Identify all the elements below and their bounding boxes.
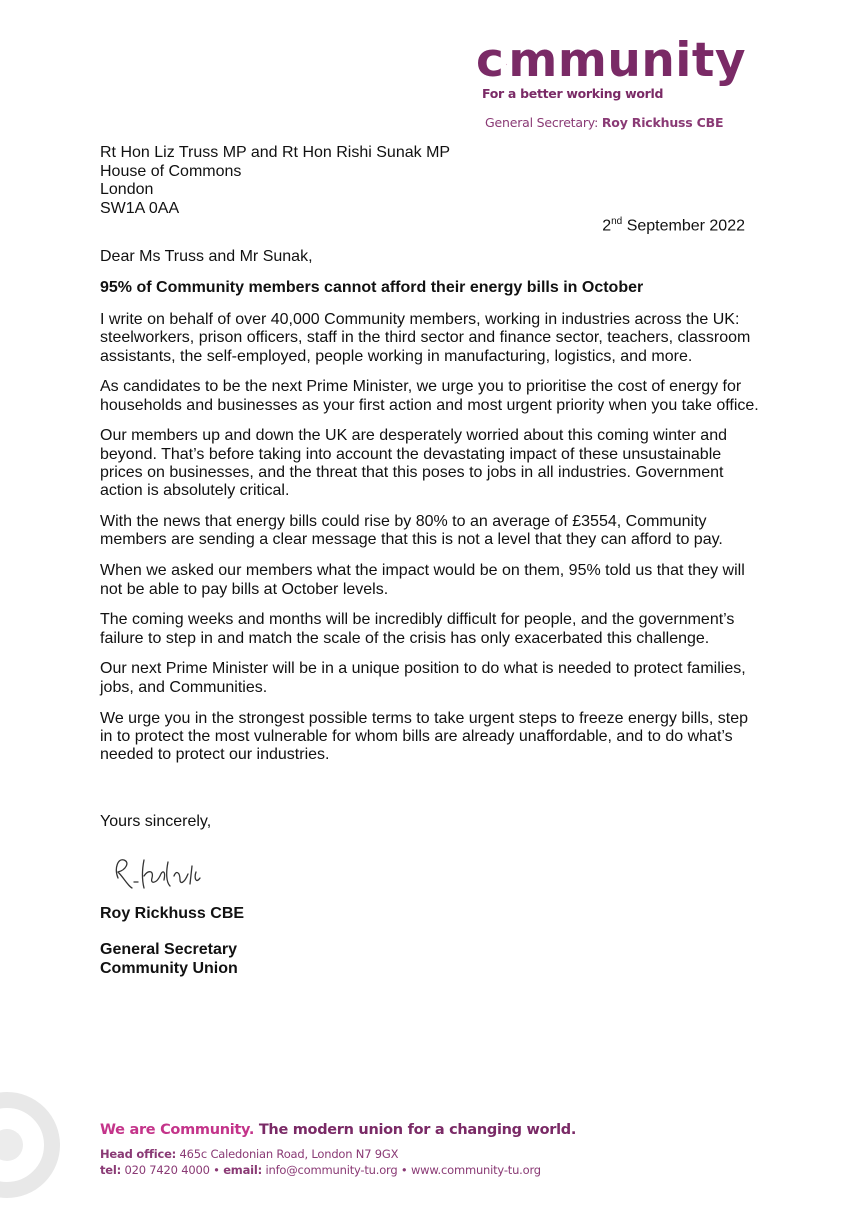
logo-text-start: c [476,36,504,86]
watermark-logo-icon [0,1080,62,1210]
date-rest: September 2022 [622,217,745,234]
date-suffix: nd [611,216,622,227]
letter-body [100,311,760,777]
gs-name: Roy Rickhuss CBE [602,115,723,130]
tel-value: 020 7420 4000 [121,1163,210,1177]
body-paragraph: With the news that energy bills could rise by 80% to an average of £3554, Community members are sending a clear message that this is not a level that they can afford to pay. [100,513,760,550]
footer-tagline-rest: The modern union for a changing world. [254,1122,576,1138]
logo-tagline: For a better working world [476,86,746,101]
date-day: 2 [602,217,611,234]
body-paragraph: Our next Prime Minister will be in a unique position to do what is needed to protect families, jobs, and Communities. [100,660,760,697]
signature [104,848,214,898]
salutation: Dear Ms Truss and Mr Sunak, [100,248,313,266]
email-label: email: [223,1163,262,1177]
signatory-title [100,941,238,978]
address-line: SW1A 0AA [100,200,450,219]
address-line: London [100,181,450,200]
closing: Yours sincerely, [100,813,211,831]
logo-text-end: mmunity [508,36,746,86]
head-office-address: 465c Caledonian Road, London N7 9GX [176,1147,398,1161]
letter-date [602,216,745,235]
body-paragraph: Our members up and down the UK are desperately worried about this coming winter and beyond. That’s before taking into account the devastating impact of these unsustainable prices on businesses, and the threat that this poses to jobs in all industries. Government action is absolutely critical. [100,427,760,500]
footer-tagline [100,1122,576,1138]
head-office-label: Head office: [100,1147,176,1161]
body-paragraph: The coming weeks and months will be incredibly difficult for people, and the government’s failure to step in and match the scale of the crisis has only exacerbated this challenge. [100,611,760,648]
signatory-title-line: Community Union [100,960,238,979]
body-paragraph: When we asked our members what the impact would be on them, 95% told us that they will not be able to pay bills at October levels. [100,562,760,599]
gs-label: General Secretary: [485,115,598,130]
general-secretary-line [485,115,723,130]
address-line: House of Commons [100,163,450,182]
signatory-name: Roy Rickhuss CBE [100,905,244,923]
separator: • [397,1163,411,1177]
logo-circle-icon [506,48,507,81]
website-link[interactable]: www.community-tu.org [411,1163,541,1177]
body-paragraph: As candidates to be the next Prime Minister, we urge you to prioritise the cost of energy for households and businesses as your first action and most urgent priority when you take office. [100,378,760,415]
logo-wordmark [476,36,746,86]
body-paragraph: I write on behalf of over 40,000 Community members, working in industries across the UK: steelworkers, prison officers, staff in the third sector and finance sector, teachers, classroom assistants, the self-employed, people working in manufacturing, logistics, and more. [100,311,760,366]
body-paragraph: We urge you in the strongest possible terms to take urgent steps to freeze energy bills, step in to protect the most vulnerable for whom bills are already unaffordable, and to do what’s needed to protect our industries. [100,710,760,765]
footer-tagline-highlight: We are Community. [100,1122,254,1138]
email-link[interactable]: info@community-tu.org [262,1163,397,1177]
subject-line: 95% of Community members cannot afford their energy bills in October [100,279,643,297]
footer-head-office [100,1147,398,1161]
footer-contact [100,1163,541,1177]
separator: • [210,1163,224,1177]
recipient-address [100,144,450,218]
address-line: Rt Hon Liz Truss MP and Rt Hon Rishi Sunak MP [100,144,450,163]
tel-label: tel: [100,1163,121,1177]
signatory-title-line: General Secretary [100,941,238,960]
community-logo [476,36,746,101]
